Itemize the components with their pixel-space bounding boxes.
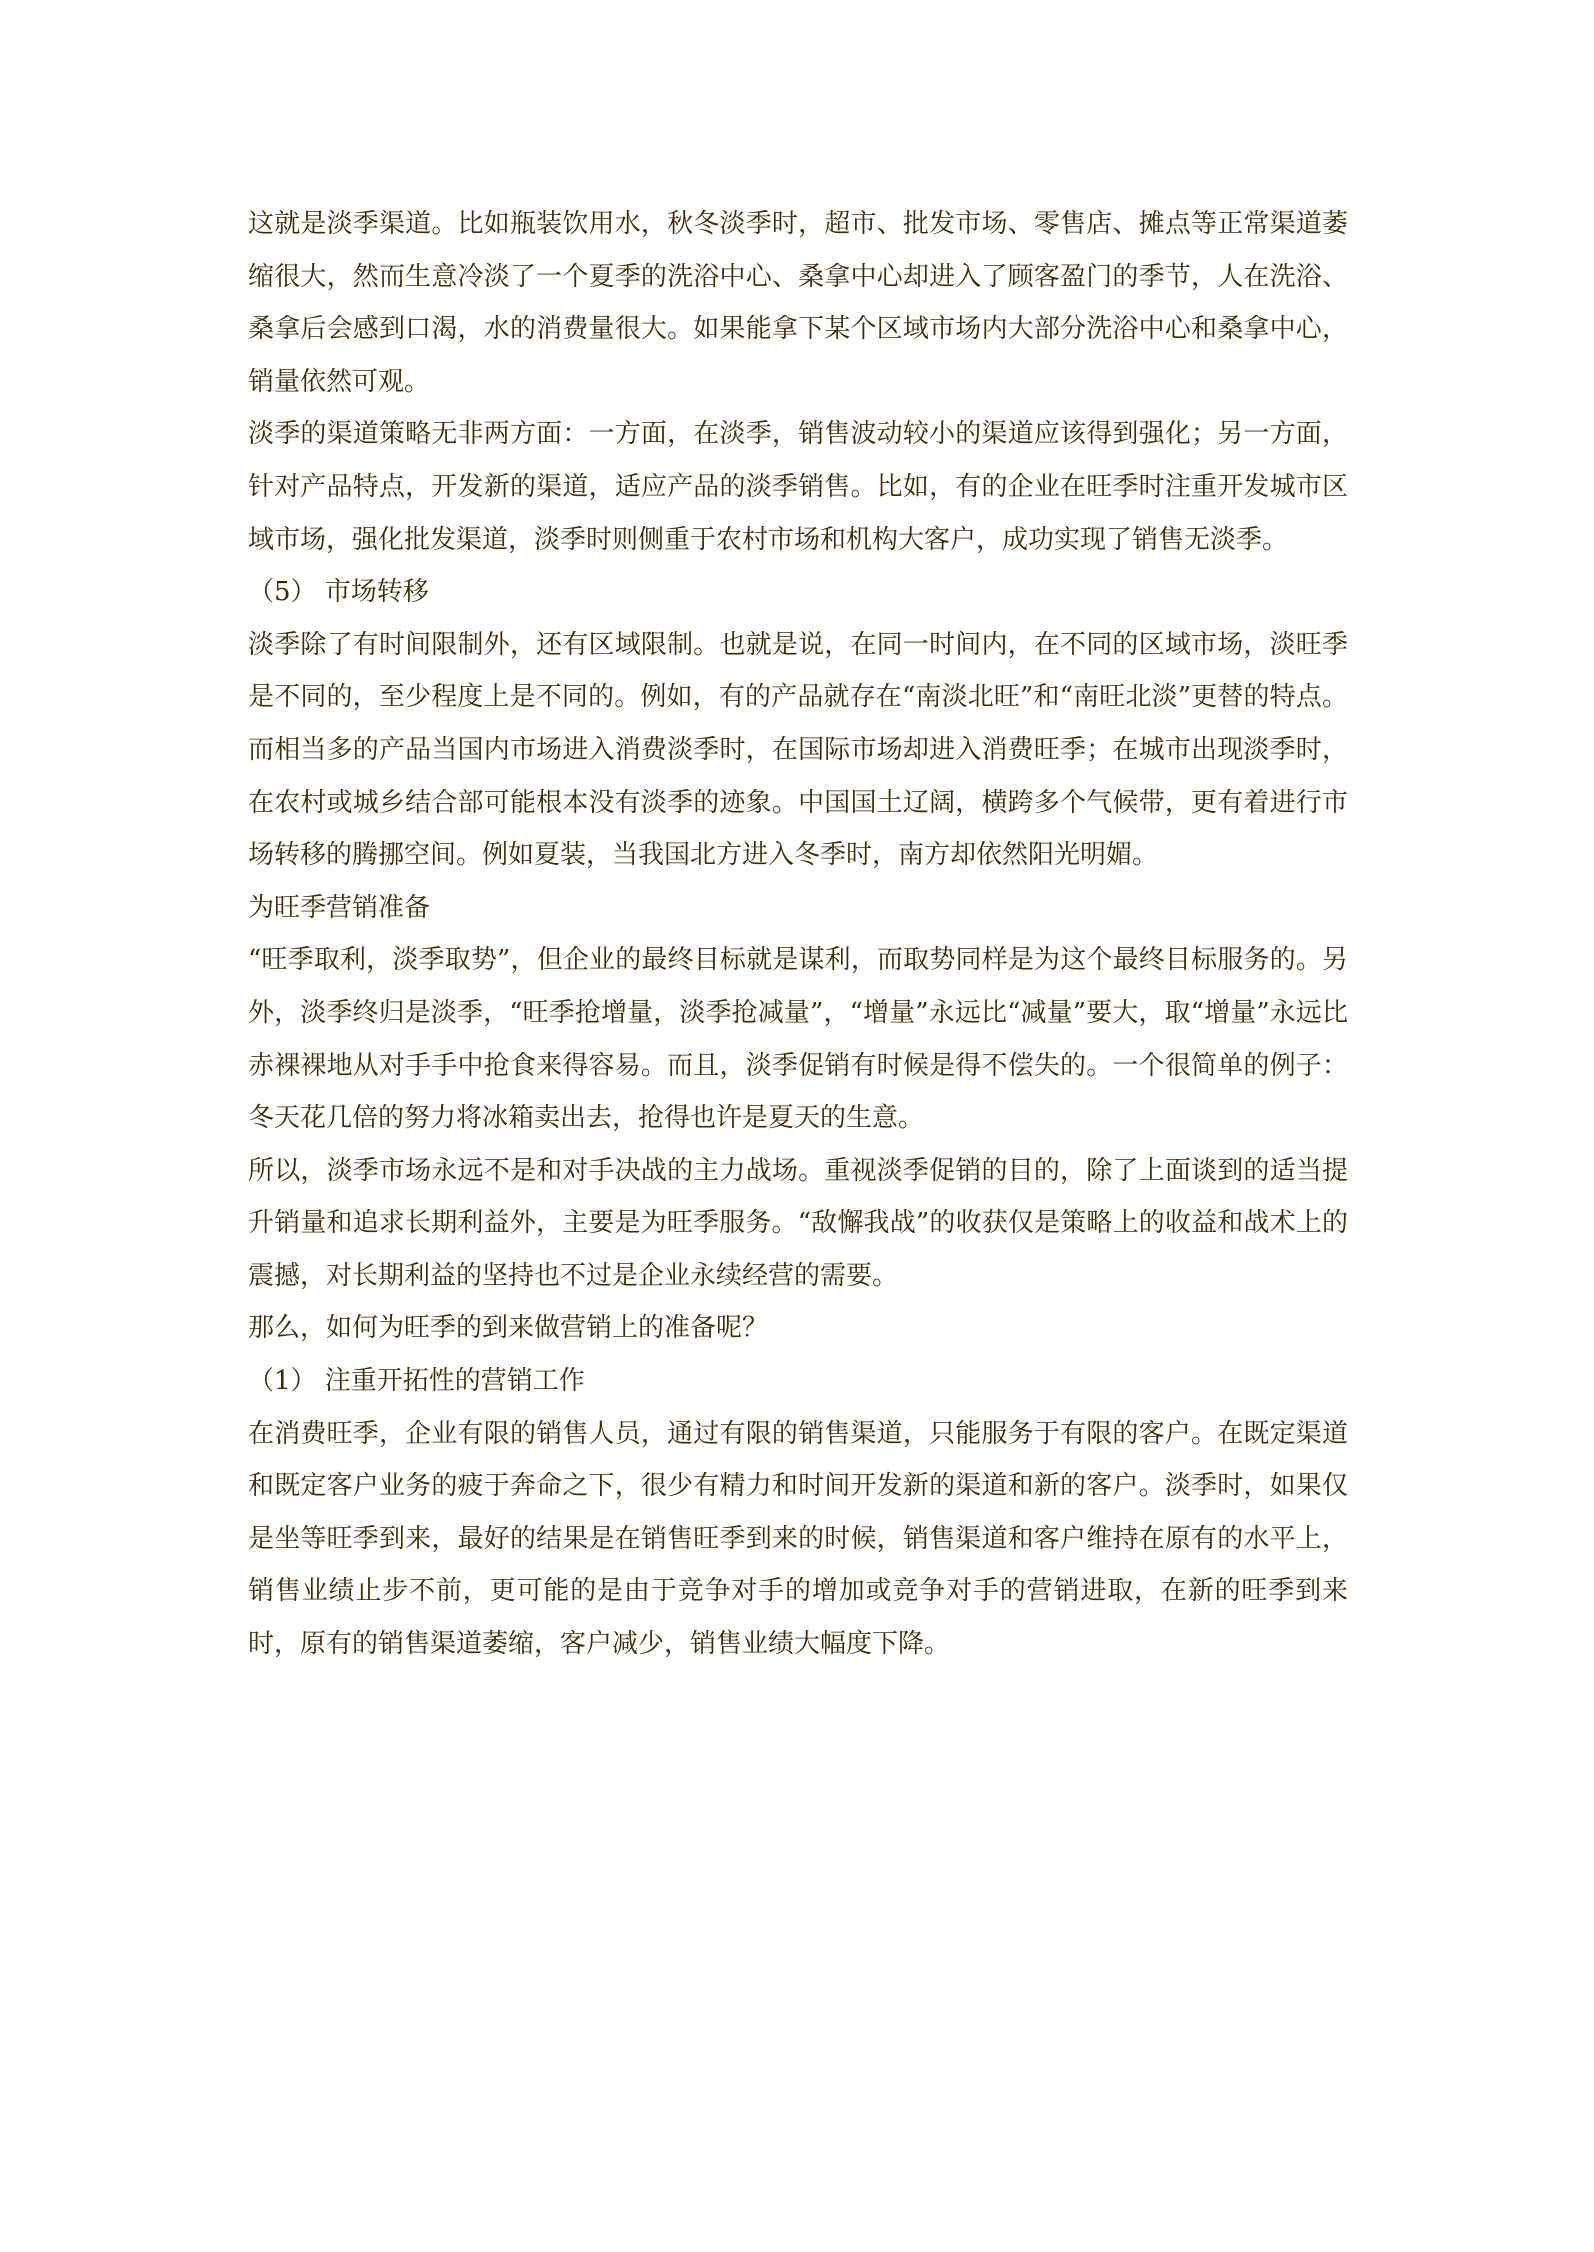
paragraph-pioneering-work: 在消费旺季，企业有限的销售人员，通过有限的销售渠道，只能服务于有限的客户。在既定渠道和既定客户业务的疲于奔命之下，很少有精力和时间开发新的渠道和新的客户。淡季时，如果仅是坐等旺季到来，最好的结果是在销售旺季到来的时候，销售渠道和客户维持在原有的水平上，销售业绩止步不前，更可能的是由于竞争对手的增加或竞争对手的营销进取，在新的旺季到来时，原有的销售渠道萎缩，客户减少，销售业绩大幅度下降。 bbox=[248, 1418, 1348, 1660]
paragraph-winter-channel: 这就是淡季渠道。比如瓶装饮用水，秋冬淡季时，超市、批发市场、零售店、摊点等正常渠道萎缩很大，然而生意冷淡了一个夏季的洗浴中心、桑拿中心却进入了顾客盈门的季节，人在洗浴、桑拿后会感到口渴，水的消费量很大。如果能拿下某个区域市场内大部分洗浴中心和桑拿中心，销量依然可观。 bbox=[248, 209, 1348, 397]
paragraph-market-transfer: 淡季除了有时间限制外，还有区域限制。也就是说，在同一时间内，在不同的区域市场，淡旺季是不同的，至少程度上是不同的。例如，有的产品就存在“南淡北旺”和“南旺北淡”更替的特点。而相当多的产品当国内市场进入消费淡季时，在国际市场却进入消费旺季；在城市出现淡季时，在农村或城乡结合部可能根本没有淡季的迹象。中国国土辽阔，横跨多个气候带，更有着进行市场转移的腾挪空间。例如夏装，当我国北方进入冬季时，南方却依然阳光明媚。 bbox=[248, 629, 1348, 871]
paragraph-question: 那么，如何为旺季的到来做营销上的准备呢？ bbox=[248, 1313, 769, 1344]
paragraph-peak-profit: “旺季取利，淡季取势”，但企业的最终目标就是谋利，而取势同样是为这个最终目标服务的。另外，淡季终归是淡季，“旺季抢增量，淡季抢减量”，“增量”永远比“减量”要大，取“增量”永远比赤裸裸地从对手手中抢食来得容易。而且，淡季促销有时候是得不偿失的。一个很简单的例子：冬天花几倍的努力将冰箱卖出去，抢得也许是夏天的生意。 bbox=[248, 945, 1348, 1134]
document-body bbox=[248, 198, 1348, 1671]
paragraph-channel-strategy: 淡季的渠道策略无非两方面：一方面，在淡季，销售波动较小的渠道应该得到强化；另一方面，针对产品特点，开发新的渠道，适应产品的淡季销售。比如，有的企业在旺季时注重开发城市区域市场，强化批发渠道，淡季时则侧重于农村市场和机构大客户，成功实现了销售无淡季。 bbox=[248, 419, 1348, 555]
heading-peak-season-prep: 为旺季营销准备 bbox=[248, 892, 431, 923]
heading-market-transfer: （5） 市场转移 bbox=[248, 577, 429, 608]
paragraph-main-battlefield: 所以，淡季市场永远不是和对手决战的主力战场。重视淡季促销的目的，除了上面谈到的适当提升销量和追求长期利益外，主要是为旺季服务。“敌懈我战”的收获仅是策略上的收益和战术上的震撼，对长期利益的坚持也不过是企业永续经营的需要。 bbox=[248, 1155, 1348, 1291]
heading-pioneering-work: （1） 注重开拓性的营销工作 bbox=[248, 1366, 585, 1397]
